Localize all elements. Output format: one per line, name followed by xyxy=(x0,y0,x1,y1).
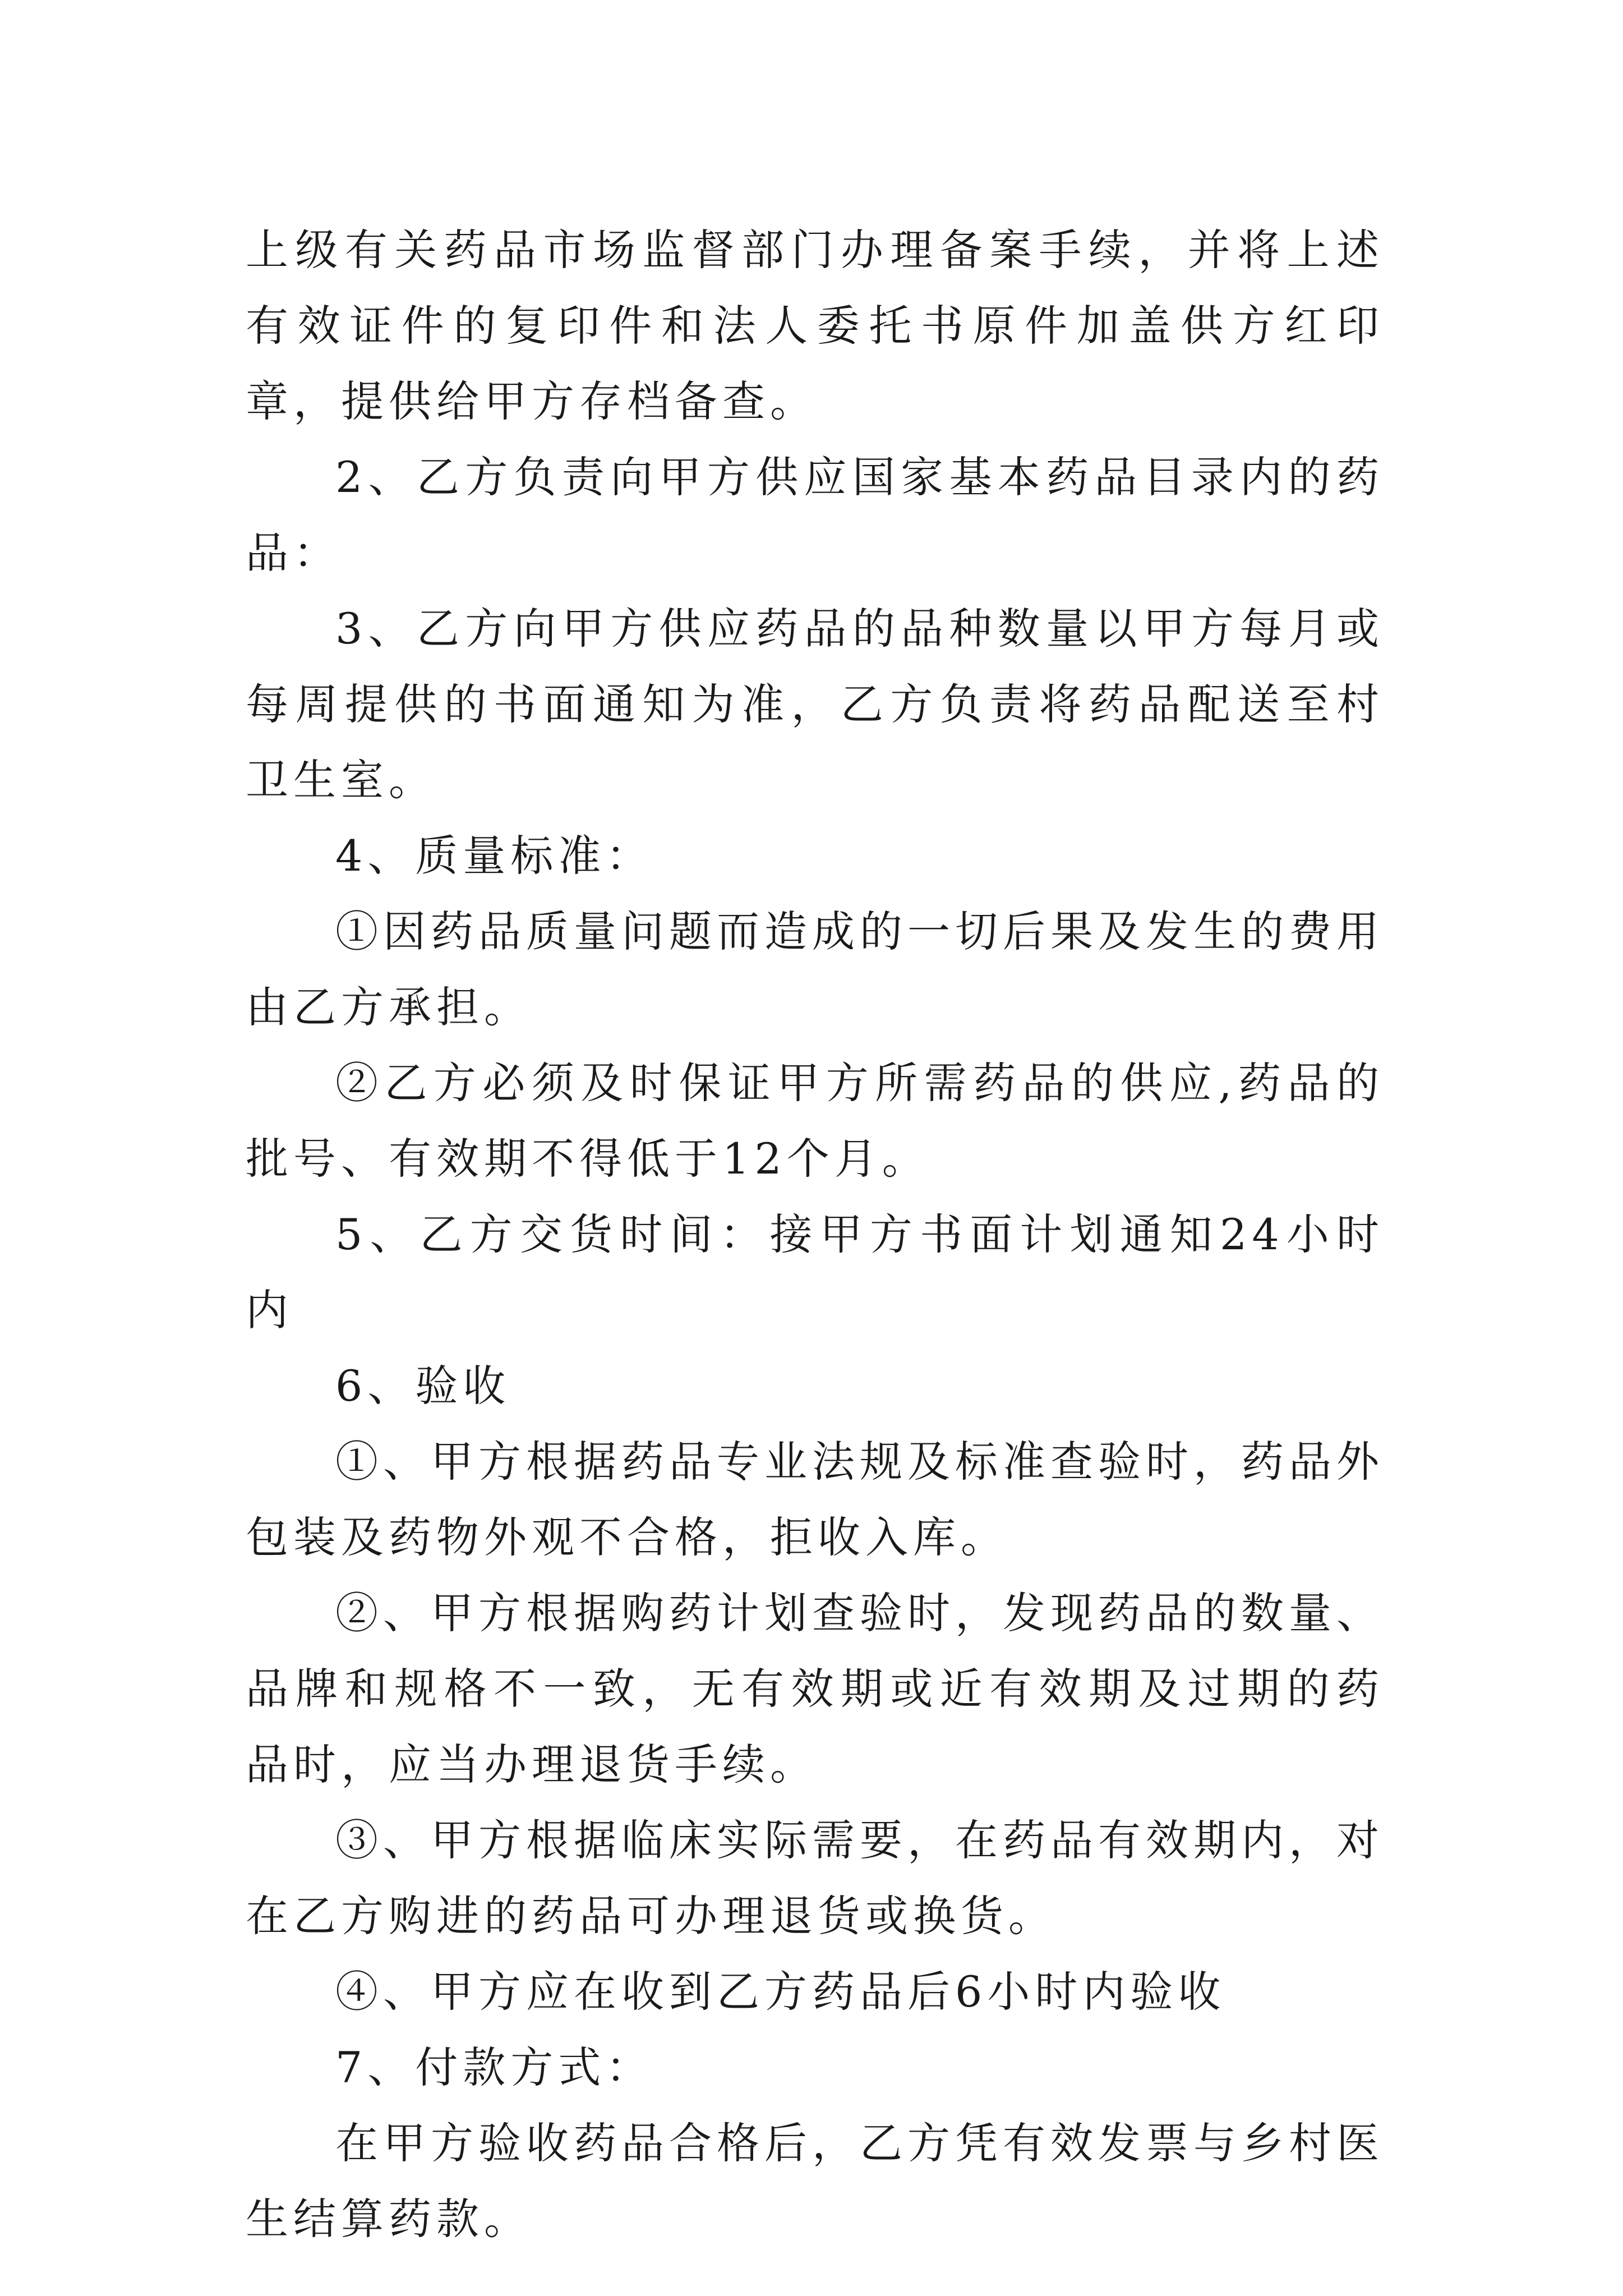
paragraph-acceptance-item-3: ③、甲方根据临床实际需要，在药品有效期内，对在乙方购进的药品可办理退货或换货。 xyxy=(246,1815,1384,1941)
paragraph-acceptance-item-4: ④、甲方应在收到乙方药品后6小时内验收 xyxy=(335,1967,1226,2017)
paragraph-clause-4-heading: 4、质量标准： xyxy=(335,831,654,881)
paragraph-clause-7-heading: 7、付款方式： xyxy=(335,2042,654,2092)
document-body xyxy=(246,212,1384,2257)
paragraph-quality-item-1: ①因药品质量问题而造成的一切后果及发生的费用由乙方承担。 xyxy=(246,907,1384,1032)
paragraph-filing-procedure: 上级有关药品市场监督部门办理备案手续，并将上述有效证件的复印件和法人委托书原件加盖供方红印章，提供给甲方存档备查。 xyxy=(246,225,1384,426)
paragraph-clause-2: 2、乙方负责向甲方供应国家基本药品目录内的药品： xyxy=(246,452,1384,578)
paragraph-clause-3: 3、乙方向甲方供应药品的品种数量以甲方每月或每周提供的书面通知为准，乙方负责将药品配送至村卫生室。 xyxy=(246,604,1384,805)
paragraph-quality-item-2: ②乙方必须及时保证甲方所需药品的供应,药品的批号、有效期不得低于12个月。 xyxy=(246,1058,1384,1184)
paragraph-clause-5: 5、乙方交货时间：接甲方书面计划通知24小时内 xyxy=(246,1209,1384,1335)
paragraph-acceptance-item-1: ①、甲方根据药品专业法规及标准查验时，药品外包装及药物外观不合格，拒收入库。 xyxy=(246,1437,1384,1562)
paragraph-acceptance-item-2: ②、甲方根据购药计划查验时，发现药品的数量、品牌和规格不一致，无有效期或近有效期及过期的药品时，应当办理退货手续。 xyxy=(246,1588,1384,1789)
paragraph-clause-6-heading: 6、验收 xyxy=(335,1361,511,1411)
paragraph-payment-terms: 在甲方验收药品合格后，乙方凭有效发票与乡村医生结算药款。 xyxy=(246,2118,1384,2244)
